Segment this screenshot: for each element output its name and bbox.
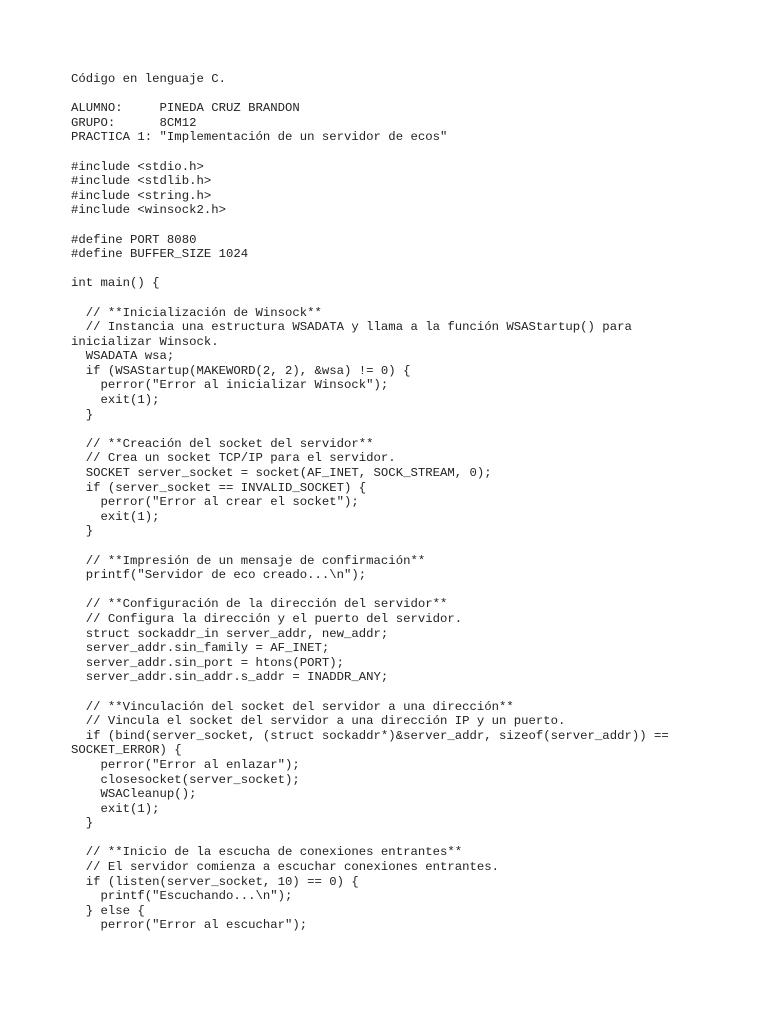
- code-line: // Vincula el socket del servidor a una dirección IP y un puerto.: [71, 714, 566, 729]
- student-name: ALUMNO: PINEDA CRUZ BRANDON: [71, 101, 300, 116]
- code-line: // **Vinculación del socket del servidor a una dirección**: [71, 699, 514, 714]
- document-page: [71, 72, 711, 933]
- code-line: // **Impresión de un mensaje de confirmación**: [71, 553, 426, 568]
- code-line: closesocket(server_socket);: [71, 772, 300, 787]
- code-line: printf("Servidor de eco creado...\n");: [71, 568, 367, 583]
- code-line: }: [71, 816, 94, 831]
- code-line: // Configura la dirección y el puerto del servidor.: [71, 611, 463, 626]
- code-block: [71, 160, 711, 933]
- code-line: [71, 291, 711, 306]
- code-line: server_addr.sin_addr.s_addr = INADDR_ANY;: [71, 670, 389, 685]
- code-line: [71, 539, 711, 554]
- document-title: Código en lenguaje C.: [71, 72, 226, 86]
- code-line: inicializar Winsock.: [71, 334, 219, 349]
- code-line: }: [71, 524, 94, 539]
- code-line: // Crea un socket TCP/IP para el servidor.: [71, 451, 396, 466]
- code-line: // **Configuración de la dirección del servidor**: [71, 597, 448, 612]
- blank-line: [71, 87, 711, 102]
- practice-title: PRACTICA 1: "Implementación de un servidor de ecos": [71, 130, 448, 145]
- code-line: if (listen(server_socket, 10) == 0) {: [71, 874, 359, 889]
- blank-line: [71, 145, 711, 160]
- code-line: // El servidor comienza a escuchar conexiones entrantes.: [71, 860, 500, 875]
- code-line: if (WSAStartup(MAKEWORD(2, 2), &wsa) != 0) {: [71, 363, 411, 378]
- code-line: printf("Escuchando...\n");: [71, 889, 293, 904]
- code-line: // **Inicialización de Winsock**: [71, 305, 322, 320]
- code-line: server_addr.sin_port = htons(PORT);: [71, 655, 345, 670]
- code-line: if (bind(server_socket, (struct sockaddr*)&server_addr, sizeof(server_addr)) ==: [71, 728, 669, 743]
- code-line: SOCKET server_socket = socket(AF_INET, SOCK_STREAM, 0);: [71, 466, 492, 481]
- code-line: #include <stdio.h>: [71, 159, 204, 174]
- code-line: exit(1);: [71, 509, 160, 524]
- code-line: exit(1);: [71, 393, 160, 408]
- code-line: #include <string.h>: [71, 188, 212, 203]
- code-line: server_addr.sin_family = AF_INET;: [71, 641, 330, 656]
- code-line: struct sockaddr_in server_addr, new_addr;: [71, 626, 389, 641]
- code-line: // **Creación del socket del servidor**: [71, 436, 374, 451]
- code-line: [71, 262, 711, 277]
- code-line: [71, 685, 711, 700]
- code-line: #define BUFFER_SIZE 1024: [71, 247, 249, 262]
- code-line: int main() {: [71, 276, 160, 291]
- code-line: [71, 583, 711, 598]
- code-line: perror("Error al enlazar");: [71, 757, 300, 772]
- code-line: perror("Error al escuchar");: [71, 918, 308, 933]
- code-line: perror("Error al crear el socket");: [71, 495, 359, 510]
- code-line: #include <winsock2.h>: [71, 203, 226, 218]
- code-line: [71, 218, 711, 233]
- student-group: GRUPO: 8CM12: [71, 115, 197, 130]
- code-line: WSACleanup();: [71, 787, 197, 802]
- code-line: SOCKET_ERROR) {: [71, 743, 182, 758]
- code-line: // **Inicio de la escucha de conexiones entrantes**: [71, 845, 463, 860]
- code-line: // Instancia una estructura WSADATA y llama a la función WSAStartup() para: [71, 320, 632, 335]
- code-line: } else {: [71, 903, 145, 918]
- code-line: exit(1);: [71, 801, 160, 816]
- code-line: perror("Error al inicializar Winsock");: [71, 378, 389, 393]
- code-line: }: [71, 407, 94, 422]
- code-line: WSADATA wsa;: [71, 349, 175, 364]
- code-line: [71, 831, 711, 846]
- code-line: [71, 422, 711, 437]
- code-line: #define PORT 8080: [71, 232, 197, 247]
- code-line: #include <stdlib.h>: [71, 174, 212, 189]
- code-line: if (server_socket == INVALID_SOCKET) {: [71, 480, 367, 495]
